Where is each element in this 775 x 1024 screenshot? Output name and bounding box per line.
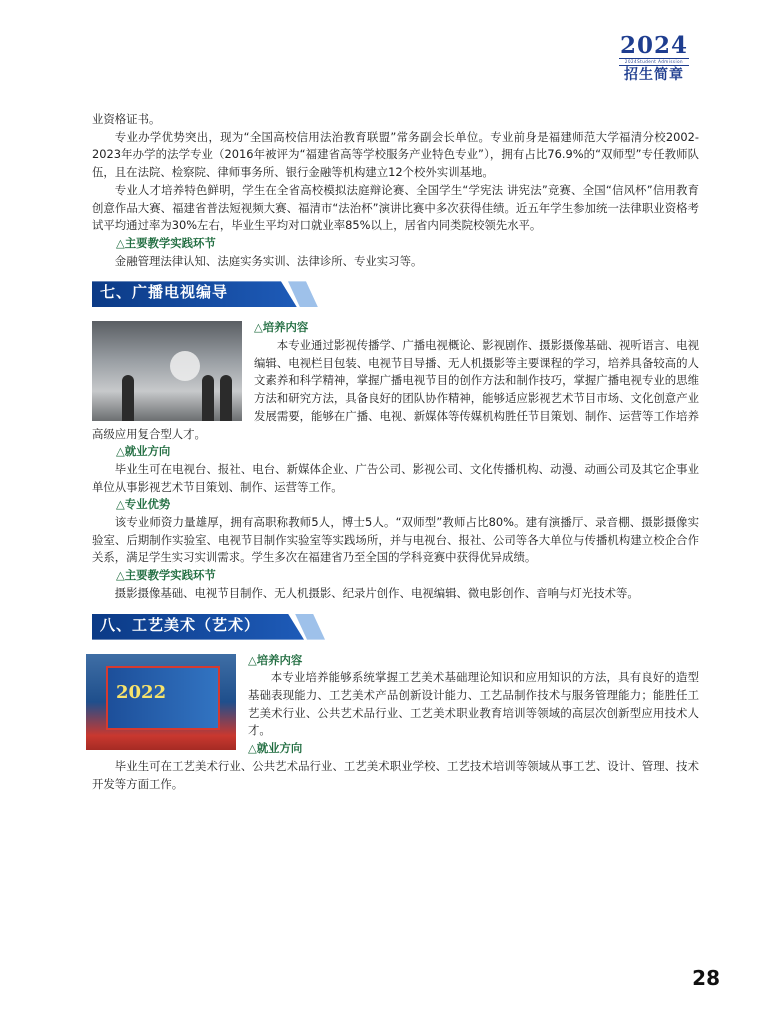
page-content — [92, 111, 699, 793]
admission-logo — [619, 34, 689, 84]
studio-person — [220, 375, 232, 421]
studio-person — [202, 375, 214, 421]
section-8-employment-heading: △就业方向 — [248, 741, 303, 756]
section-7-cultivation-body: 本专业通过影视传播学、广播电视概论、影视剧作、摄影摄像基础、视听语言、电视编辑、电视栏目包装、电视节目导播、无人机摄影等主要课程的学习，培养具备较高的人文素养和科学精神，掌握广播电视节目的创作方法和制作技巧，掌握广播电视专业的思维方法和研究方法，具备良好的团队协作精神，能够适应影视艺术节目市场、文化创意产业发展需要，能够在广播、电视、新媒体等传媒机构胜任节目策划、制作、运营等工作培养高级应用复合型人才。 — [92, 338, 699, 441]
intro-paragraph-2: 专业办学优势突出，现为“全国高校信用法治教育联盟”常务副会长单位。专业前身是福建师范大学福清分校2002-2023年办学的法学专业（2016年被评为“福建省高等学校服务产业特色专业”），拥有占比76.9%的“双师型”专任教师队伍，且在法院、检察院、律师事务所、银行金融等机构建立12个校外实训基地。 — [92, 129, 699, 180]
studio-person — [122, 375, 134, 421]
section-7-employment-body: 毕业生可在电视台、报社、电台、新媒体企业、广告公司、影视公司、文化传播机构、动漫、动画公司及其它企事业单位从事影视艺术节目策划、制作、运营等工作。 — [92, 461, 699, 494]
logo-title: 招生简章 — [624, 67, 684, 83]
section-8-cultivation-body: 本专业培养能够系统掌握工艺美术基础理论知识和应用知识的方法，具有良好的造型基础表现能力、工艺美术产品创新设计能力、工艺品制作技术与服务管理能力；能胜任工艺美术行业、公共艺术品行业、工艺美术职业教育培训等领域的高层次创新型应用技术人才。 — [248, 670, 699, 738]
section-7-title: 七、广播电视编导 — [100, 283, 229, 302]
logo-subtitle: 2024Student Admission — [619, 58, 689, 66]
section-7-cultivation-heading: △培养内容 — [254, 320, 309, 335]
intro-paragraph-3: 专业人才培养特色鲜明，学生在全省高校模拟法庭辩论赛、全国学生“学宪法 讲宪法”竞赛、全国“信风杯”信用教育创意作品大赛、福建省普法短视频大赛、福清市“法治杯”演讲比赛中多次获得佳绩。近五年学生参加统一法律职业资格考试平均通过率为30%左右，毕业生平均对口就业率85%以上，居省内同类院校领先水平。 — [92, 182, 699, 233]
section-8-employment-body: 毕业生可在工艺美术行业、公共艺术品行业、工艺美术职业学校、工艺技术培训等领域从事工艺、设计、管理、技术开发等方面工作。 — [92, 758, 699, 791]
exhibition-board-text: 2022 — [116, 681, 167, 703]
section-7-advantage-heading: △专业优势 — [115, 497, 171, 512]
section-7-advantage-body: 该专业师资力量雄厚，拥有高职称教师5人，博士5人。“双师型”教师占比80%。建有演播厅、录音棚、摄影摄像实验室、后期制作实验室、电视节目制作实验室等实践场所，并与电视台、报社、公司等各大单位与传播机构建立校企合作关系，满足学生实习实训需求。学生多次在福建省乃至全国的学科竞赛中获得优异成绩。 — [92, 515, 699, 565]
intro-paragraph-1: 业资格证书。 — [92, 112, 161, 126]
studio-photo — [92, 321, 242, 421]
intro-practice-heading: △主要教学实践环节 — [115, 235, 216, 250]
page-number: 28 — [692, 966, 720, 990]
section-7-practice-body: 摄影摄像基础、电视节目制作、无人机摄影、纪录片创作、电视编辑、微电影创作、音响与灯光技术等。 — [114, 585, 639, 600]
section-8-cultivation-heading: △培养内容 — [248, 652, 303, 667]
section-7-employment-heading: △就业方向 — [115, 444, 171, 459]
studio-light — [170, 351, 200, 381]
section-8-header — [92, 614, 699, 640]
section-8-title: 八、工艺美术（艺术） — [100, 615, 261, 634]
intro-practice-body: 金融管理法律认知、法庭实务实训、法律诊所、专业实习等。 — [114, 253, 423, 268]
logo-year: 2024 — [619, 32, 688, 59]
exhibition-photo — [86, 654, 236, 750]
section-7-header — [92, 281, 699, 307]
section-7-practice-heading: △主要教学实践环节 — [115, 568, 216, 583]
